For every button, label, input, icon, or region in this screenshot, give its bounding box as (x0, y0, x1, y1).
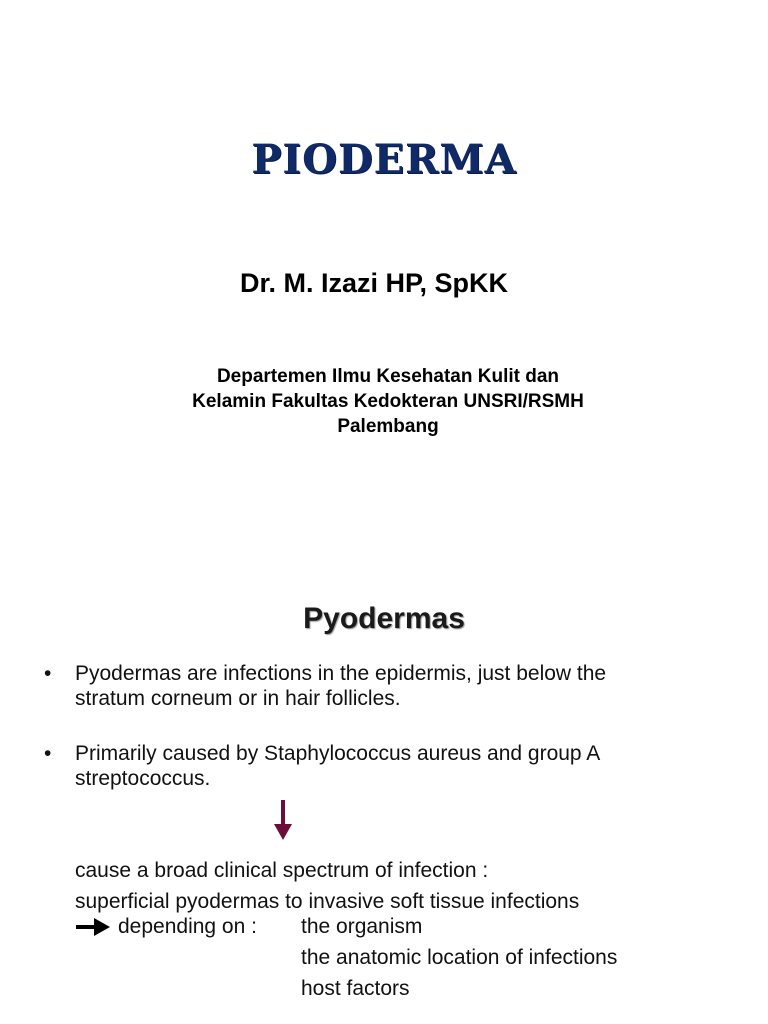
arrow-down-icon (274, 800, 292, 840)
factor-item-3: host factors (301, 977, 410, 1000)
bullet-dot: • (44, 662, 52, 685)
depending-on-label: depending on : (118, 915, 257, 938)
bullet-2-line-1: Primarily caused by Staphylococcus aureus and group A (75, 742, 601, 765)
affiliation-line-2: Kelamin Fakultas Kedokteran UNSRI/RSMH (192, 391, 584, 412)
affiliation (0, 364, 768, 439)
affiliation-line-3: Palembang (337, 416, 439, 437)
slide2-title: Pyodermas (303, 602, 465, 635)
bullet-1-line-1: Pyodermas are infections in the epidermis, just below the (75, 662, 607, 685)
bullet-dot: • (44, 742, 52, 765)
bullet-2-line-2: streptococcus. (75, 767, 211, 790)
bullet-1-line-2: stratum corneum or in hair follicles. (75, 687, 401, 710)
author-name: Dr. M. Izazi HP, SpKK (239, 268, 509, 298)
slide1-title: PIODERMA (251, 136, 517, 183)
factor-item-2: the anatomic location of infections (301, 946, 618, 969)
affiliation-line-1: Departemen Ilmu Kesehatan Kulit dan (216, 366, 560, 387)
spectrum-line-1: cause a broad clinical spectrum of infection : (75, 859, 489, 882)
spectrum-line-2: superficial pyodermas to invasive soft tissue infections (75, 890, 580, 913)
content-slide (0, 512, 768, 1024)
arrow-right-icon (76, 918, 110, 936)
factor-item-1: the organism (301, 915, 423, 938)
